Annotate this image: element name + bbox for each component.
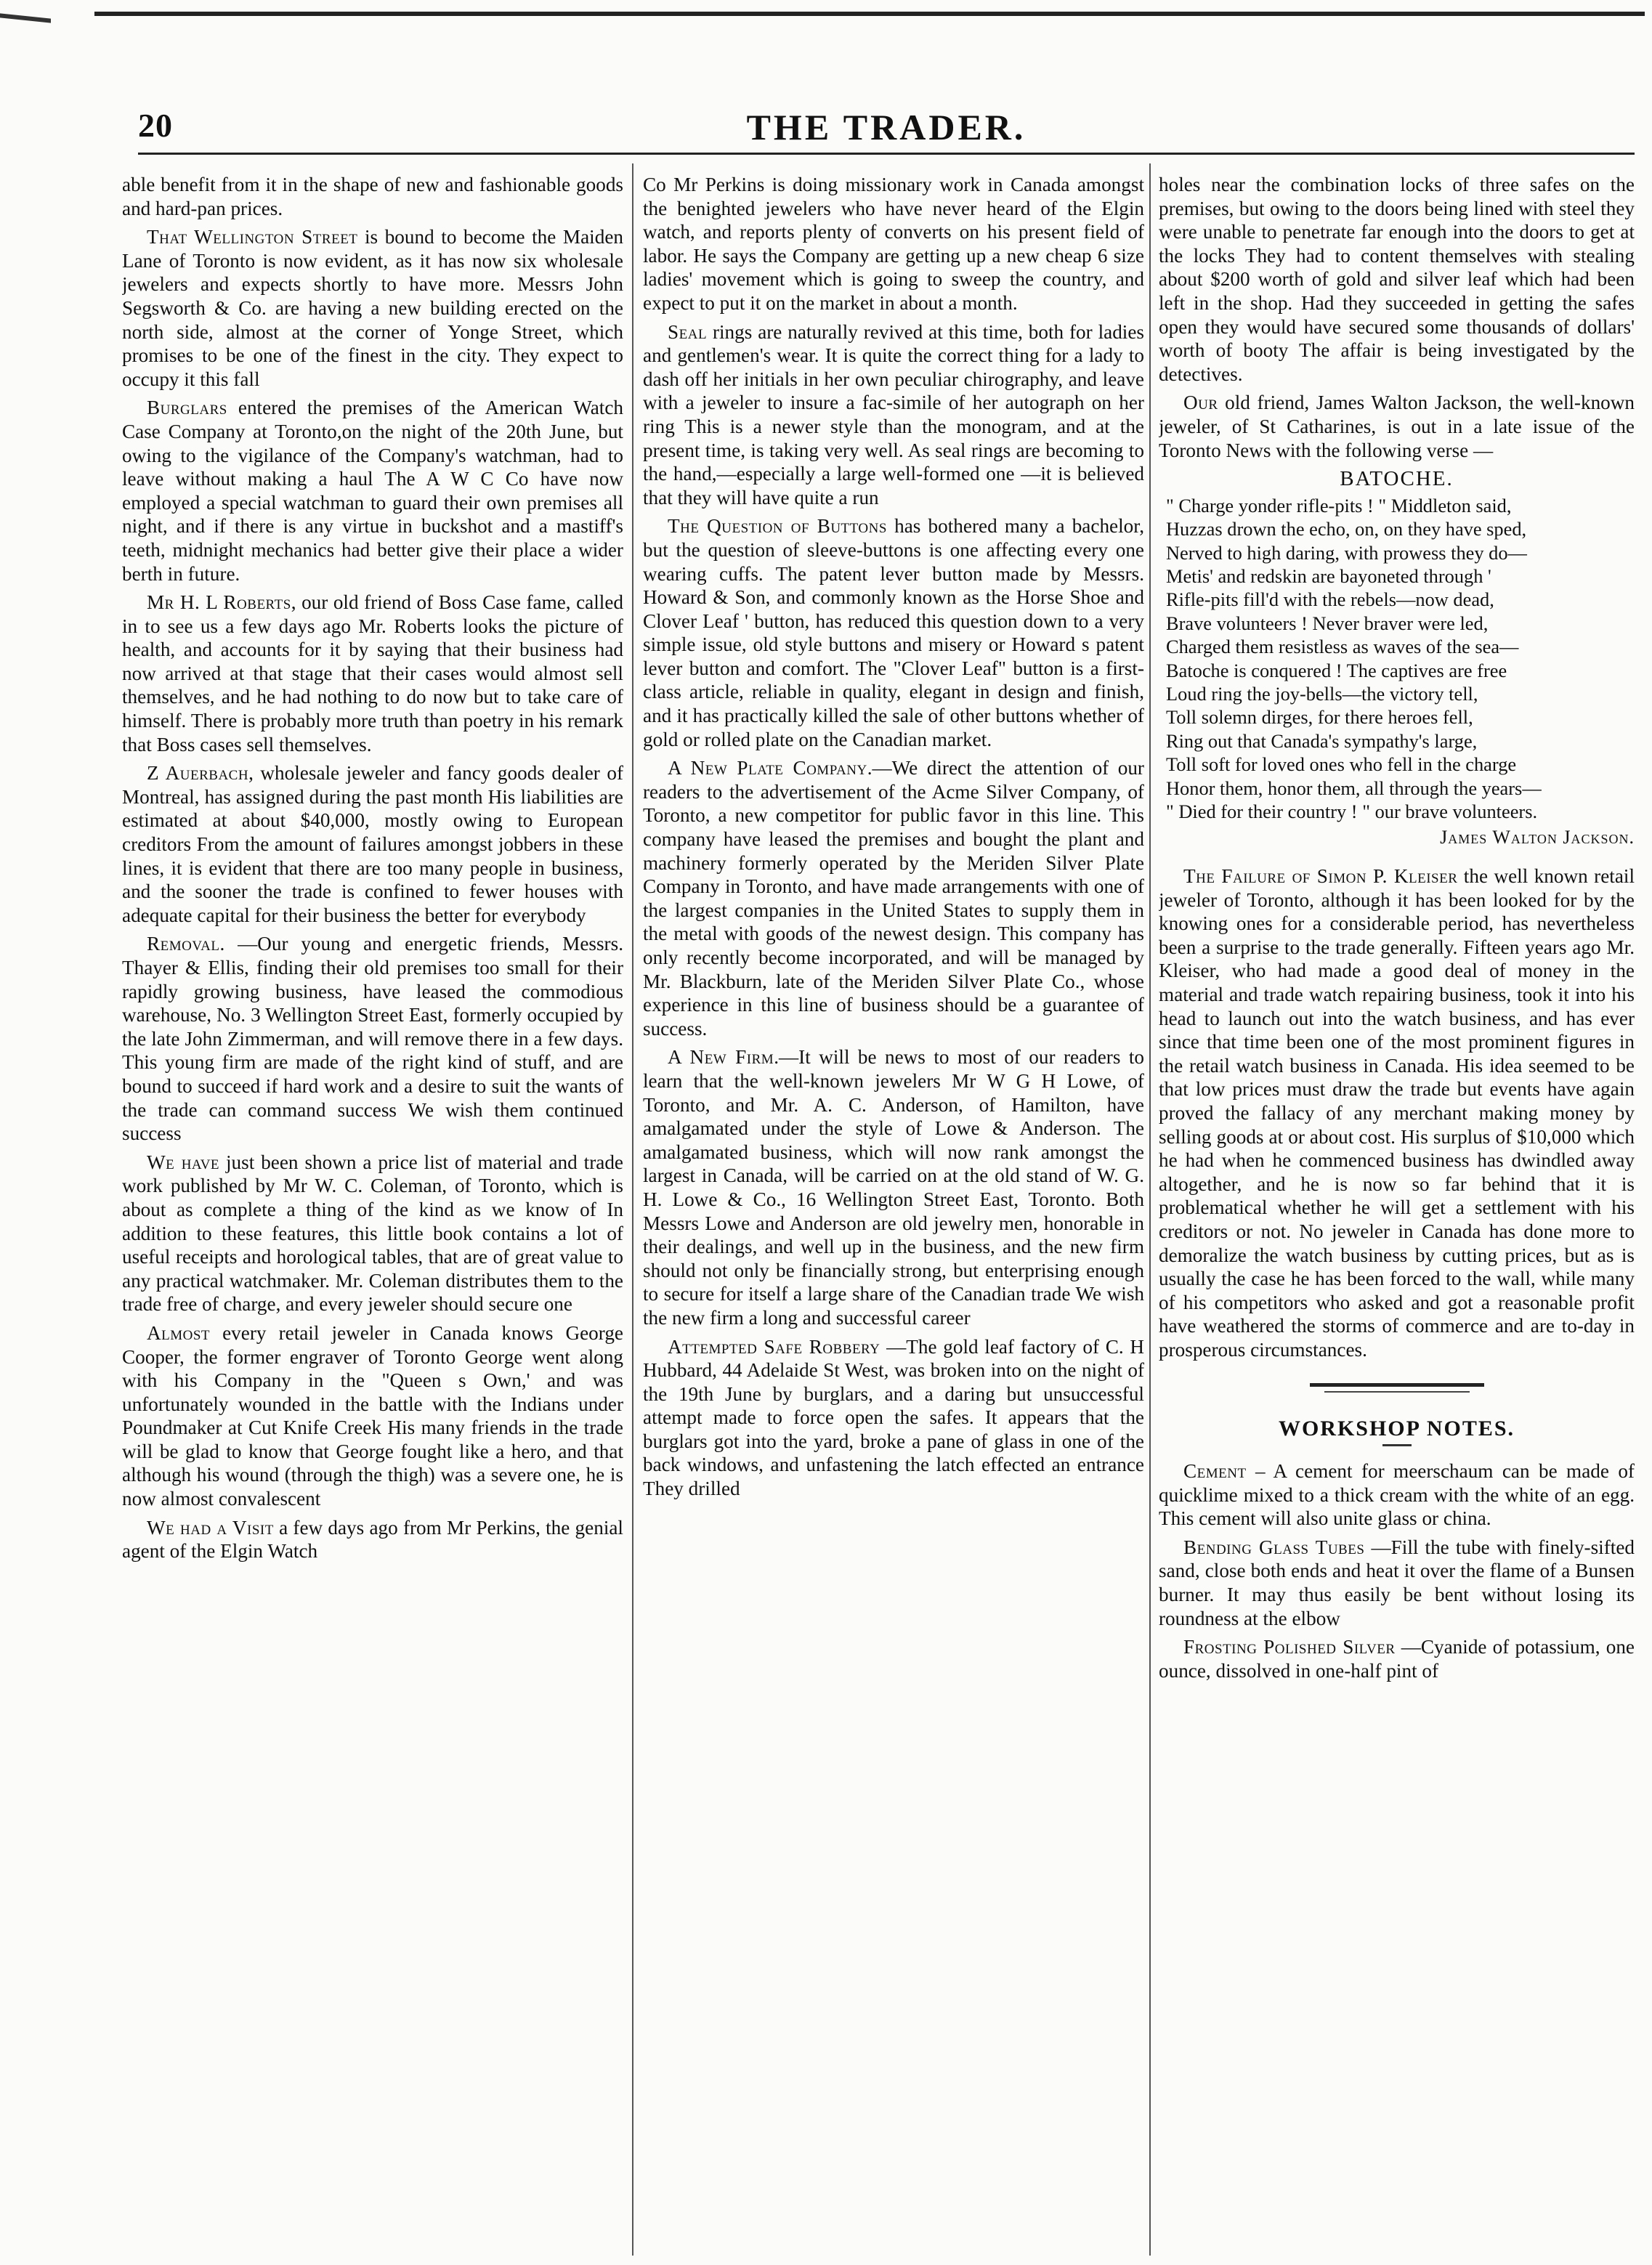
paragraph-lead: Cement bbox=[1183, 1460, 1247, 1483]
poem-line: Toll solemn dirges, for there heroes fell, bbox=[1166, 706, 1473, 729]
paragraph: The Failure of Simon P. Kleiser the well known retail jeweler of Toronto, although it has been looked for by the knowing ones for a considerable period, has nevertheless been a surprise to the trade generally. Fifteen years ago Mr. Kleiser, who had made a good deal of money in the material and trade watch repairing business, took it into his head to launch out into the watch business, and has ever since that time been one of the most prominent figures in the retail watch business in Canada. His idea seemed to be that low prices must draw the trade but events have again proved the fallacy of any merchant making money by selling goods at or about cost. His surplus of $10,000 which he had when he commenced business has dwindled away altogether, and he is now so far behind that it is problematical whether he will get a settlement with his creditors or not. No jeweler in Canada has done more to demoralize the watch business by cutting prices, but as is usually the case he has been forced to the wall, while many of his competitors who asked and got a reasonable profit have weathered the storms of commerce and are to-day in prosperous circumstances. bbox=[1159, 865, 1635, 1361]
poem-line: Charged them resistless as waves of the sea— bbox=[1166, 636, 1519, 658]
paragraph-lead: Attempted Safe Robbery bbox=[668, 1335, 880, 1358]
paragraph: able benefit from it in the shape of new and fashionable goods and hard-pan prices. bbox=[122, 174, 623, 219]
top-border-rule bbox=[0, 6, 1652, 17]
column-3 bbox=[1159, 173, 1635, 2258]
paragraph: Removal. —Our young and energetic friends, Messrs. Thayer & Ellis, finding their old premises too small for their rapidly growing business, have leased the commodious warehouse, No. 3 Wellington Street East, formerly occupied by the late John Zimmerman, and will remove there in a few days. This young firm are made of the right kind of stuff, and are bound to succeed if hard work and a desire to suit the wants of the trade can command success We wish them continued success bbox=[122, 933, 623, 1145]
paragraph-lead: Removal bbox=[147, 933, 220, 955]
poem-line: Nerved to high daring, with prowess they do— bbox=[1166, 541, 1527, 564]
poem-line: Metis' and redskin are bayoneted through ' bbox=[1166, 564, 1491, 587]
top-thick-rule bbox=[94, 12, 1645, 16]
paragraph: Our old friend, James Walton Jackson, the well-known jeweler, of St Catharines, is out in a late issue of the Toronto News with the following verse — bbox=[1159, 392, 1635, 461]
section-divider-thin bbox=[1324, 1391, 1470, 1393]
paragraph-lead: A New Firm bbox=[668, 1046, 774, 1069]
workshop-notes-heading: WORKSHOP NOTES. bbox=[1278, 1417, 1515, 1441]
paragraph-lead: Almost bbox=[147, 1321, 211, 1344]
poem-line: Huzzas drown the echo, on, on they have sped, bbox=[1166, 518, 1527, 540]
paragraph: Seal rings are naturally revived at this time, both for ladies and gentlemen's wear. It is quite the correct thing for a lady to dash off her initials in her own peculiar chirography, and leave with a jeweler to insure a fac-simile of her autograph on her ring This is a newer style than the monogram, and at the present time, is taking very well. As seal rings are becoming to the hand,—especially a large well-formed one —it is believed that they will have quite a run bbox=[643, 320, 1144, 508]
paragraph-lead: Our bbox=[1183, 392, 1218, 414]
poem-line: Loud ring the joy-bells—the victory tell, bbox=[1166, 682, 1478, 705]
corner-mark bbox=[0, 13, 51, 23]
paragraph-lead: The Question of Buttons bbox=[668, 515, 887, 538]
header-rule bbox=[138, 153, 1635, 155]
poem-line: Ring out that Canada's sympathy's large, bbox=[1166, 729, 1478, 752]
poem-line: Toll soft for loved ones who fell in the charge bbox=[1166, 753, 1517, 776]
paragraph-lead: A New Plate Company bbox=[668, 757, 867, 779]
heading-underline bbox=[1382, 1444, 1412, 1446]
column-divider-1 bbox=[632, 163, 633, 2256]
paragraph: We have just been shown a price list of material and trade work published by Mr W. C. Coleman, of Toronto, which is about as complete a thing of the kind as we know of In addition to these features, this little book contains a lot of useful receipts and horological tables, that are of great value to any practical watchmaker. Mr. Coleman distributes them to the trade free of charge, and every jeweler should secure one bbox=[122, 1151, 623, 1316]
paragraph-lead: We had a Visit bbox=[147, 1516, 274, 1539]
paragraph: Burglars entered the premises of the American Watch Case Company at Toronto,on the night of the 20th June, but owing to the vigilance of the Company's watchman, had to leave without making a haul The A W C Co have now employed a special watchman to guard their own premises all night, and if there is any virtue in buckshot and a mastiff's teeth, midnight mechanics had better give their place a wider berth in future. bbox=[122, 397, 623, 585]
paragraph: holes near the combination locks of three safes on the premises, but owing to the doors being lined with steel they were unable to penetrate far enough into the doors to get at the locks They had to content themselves with stealing about $200 worth of gold and silver leaf which had been left in the shop. Had they succeeded in getting the safes open they would have secured some thousands of dollars' worth of booty The affair is being investigated by the detectives. bbox=[1159, 174, 1635, 385]
page-title: THE TRADER. bbox=[746, 107, 1027, 147]
paragraph-lead: That Wellington Street bbox=[147, 226, 358, 248]
poem-line: Rifle-pits fill'd with the rebels—now dead, bbox=[1166, 588, 1494, 611]
paragraph: Mr H. L Roberts, our old friend of Boss Case fame, called in to see us a few days ago Mr. Roberts looks the picture of health, and accounts for it by saying that their business had now arrived at that stage that their cases would almost sell themselves, and he had nothing to do now but to take care of himself. There is probably more truth than poetry in his remark that Boss cases sell themselves. bbox=[122, 591, 623, 755]
workshop-note: Frosting Polished Silver —Cyanide of potassium, one ounce, dissolved in one-half pint of bbox=[1159, 1636, 1635, 1682]
poem-signature: James Walton Jackson. bbox=[1440, 827, 1635, 848]
column-1 bbox=[122, 173, 623, 2258]
poem bbox=[1159, 494, 1635, 824]
workshop-note: Cement – A cement for meerschaum can be made of quicklime mixed to a thick cream with the white of an egg. This cement will also unite glass or china. bbox=[1159, 1460, 1635, 1530]
paragraph: Co Mr Perkins is doing missionary work in Canada amongst the benighted jewelers who have never heard of the Elgin watch, and reports plenty of converts on his present field of labor. He says the Company are getting up a new cheap 6 size ladies' movement which is going to sweep the country, and expect to put it on the market in about a month. bbox=[643, 174, 1144, 314]
paragraph-lead: Seal bbox=[668, 320, 708, 343]
poem-title: BATOCHE. bbox=[1340, 467, 1454, 491]
paragraph: The Question of Buttons has bothered many a bachelor, but the question of sleeve-buttons is one affecting every one wearing cuffs. The patent lever button made by Messrs. Howard & Son, and commonly known as the Horse Shoe and Clover Leaf ' button, has reduced this question down to a very simple issue, old style buttons and misery or Howard s patent lever button and comfort. The "Clover Leaf" button is a first-class article, reliable in quality, elegant in design and finish, and it has practically killed the sale of other buttons whether of gold or rolled plate on the Canadian market. bbox=[643, 515, 1144, 750]
poem-line: " Died for their country ! " our brave volunteers. bbox=[1166, 801, 1538, 822]
poem-line: Batoche is conquered ! The captives are free bbox=[1166, 659, 1507, 681]
workshop-note: Bending Glass Tubes —Fill the tube with finely-sifted sand, close both ends and heat it over the flame of a Bunsen burner. It may thus easily be bent without losing its roundness at the elbow bbox=[1159, 1536, 1635, 1629]
paragraph: A New Firm.—It will be news to most of our readers to learn that the well-known jewelers Mr W G H Lowe, of Toronto, and Mr. A. C. Anderson, of Hamilton, have amalgamated under the style of Lowe & Anderson. The amalgamated business, which will now rank amongst the largest in Canada, will be carried on at the old stand of W. G. H. Lowe & Co., 16 Wellington Street East, Toronto. Both Messrs Lowe and Anderson are old jewelry men, honorable in their dealings, and well up in the business, and the new firm should not only be financially strong, but enterprising enough to secure for itself a large share of the Canadian trade We wish the new firm a long and successful career bbox=[643, 1046, 1144, 1329]
paragraph: Almost every retail jeweler in Canada knows George Cooper, the former engraver of Toronto George went along with his Company in the "Queen s Own,' and was unfortunately wounded in the battle with the Indians under Poundmaker at Cut Knife Creek His many friends in the trade will be glad to know that George fought like a hero, and that although his wound (through the thigh) was a severe one, he is now almost convalescent bbox=[122, 1321, 623, 1510]
page-header bbox=[138, 106, 1635, 150]
column-divider-2 bbox=[1149, 163, 1151, 2256]
paragraph-lead: Bending Glass Tubes bbox=[1183, 1536, 1365, 1558]
paragraph: We had a Visit a few days ago from Mr Perkins, the genial agent of the Elgin Watch bbox=[122, 1516, 623, 1563]
paragraph: That Wellington Street is bound to become the Maiden Lane of Toronto is now evident, as it has now six wholesale jewelers and expects shortly to have more. Messrs John Segsworth & Co. are having a new building erected on the north side, almost at the corner of Yonge Street, which promises to be one of the finest in the city. They expect to occupy it this fall bbox=[122, 226, 623, 390]
section-divider bbox=[1310, 1383, 1484, 1387]
paragraph: Attempted Safe Robbery —The gold leaf factory of C. H Hubbard, 44 Adelaide St West, was broken into on the night of the 19th June by burglars, and a daring but unsuccessful attempt made to force open the safes. It appears that the burglars got into the yard, broke a pane of glass in one of the back windows, and unfastening the latch effected an entrance They drilled bbox=[643, 1335, 1144, 1500]
paragraph-lead: Frosting Polished Silver bbox=[1183, 1636, 1396, 1658]
paragraph: Z Auerbach, wholesale jeweler and fancy goods dealer of Montreal, has assigned during the past month His liabilities are estimated at about $40,000, mostly owing to European creditors From the amount of failures amongst jobbers in these lines, it is evident that there are too many people in business, and the sooner the trade is confined to fewer houses with adequate capital for their business the better for everybody bbox=[122, 762, 623, 926]
page-number: 20 bbox=[138, 107, 173, 144]
column-2 bbox=[643, 173, 1144, 2258]
paragraph: A New Plate Company.—We direct the attention of our readers to the advertisement of the Acme Silver Company, of Toronto, a new competitor for public favor in this line. This company have leased the premises and bought the plant and machinery formerly operated by the Meriden Silver Plate Company in Toronto, and have made arrangements with one of the largest companies in the United States to supply them in the metal with goods of the newest design. This company has only recently become incorporated, and will be managed by Mr. Blackburn, late of the Meriden Silver Plate Co., whose experience in this line of business should be a guarantee of success. bbox=[643, 757, 1144, 1040]
paragraph-lead: Z Auerbach bbox=[147, 762, 249, 785]
poem-line: Brave volunteers ! Never braver were led, bbox=[1166, 612, 1489, 634]
paragraph-lead: The Failure of Simon P. Kleiser bbox=[1183, 865, 1458, 887]
paragraph-lead: We have bbox=[147, 1151, 220, 1173]
paragraph-lead: Mr H. L Roberts bbox=[147, 591, 291, 614]
paragraph-lead: Burglars bbox=[147, 397, 227, 419]
poem-line: " Charge yonder rifle-pits ! " Middleton said, bbox=[1166, 494, 1512, 516]
poem-line: Honor them, honor them, all through the years— bbox=[1166, 777, 1542, 799]
